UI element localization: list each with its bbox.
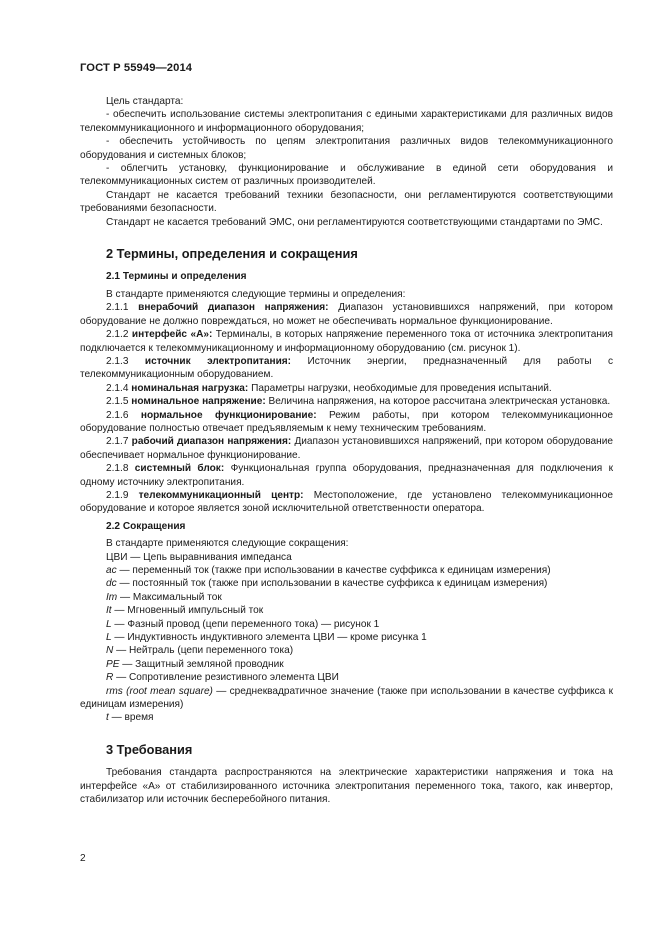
abbreviation-entry bbox=[80, 618, 613, 631]
abbreviation-entry bbox=[80, 631, 613, 644]
abbreviation-entry bbox=[80, 604, 613, 617]
document-header-code: ГОСТ Р 55949—2014 bbox=[80, 62, 193, 74]
term-name: источник электропитания: bbox=[144, 355, 292, 367]
term-definition: Режим работы, при котором телекоммуникационное оборудование полностью отвечает предъявляемым к нему техническим требованиям. bbox=[80, 409, 613, 434]
abbreviation-term: It bbox=[106, 605, 112, 617]
abbreviation-definition: — Индуктивность индуктивного элемента ЦВИ — кроме рисунка 1 bbox=[111, 632, 427, 644]
abbreviation-entry bbox=[80, 591, 613, 604]
term-name: внерабочий диапазон напряжения: bbox=[138, 302, 329, 314]
term-number: 2.1.1 bbox=[106, 302, 129, 314]
term-definition: Терминалы, в которых напряжение переменного тока от источника электропитания подключается к телекоммуникационному и информационному оборудованию (см. рисунок 1). bbox=[80, 329, 613, 354]
term-number: 2.1.2 bbox=[106, 329, 129, 341]
intro-lead: Цель стандарта: bbox=[106, 96, 184, 107]
abbreviation-entry bbox=[80, 658, 613, 671]
term-number: 2.1.6 bbox=[106, 409, 129, 421]
abbreviation-entry bbox=[80, 644, 613, 657]
abbreviation-definition: — Цепь выравнивания импеданса bbox=[127, 551, 292, 563]
term-name: номинальная нагрузка: bbox=[131, 382, 249, 394]
term-name: нормальное функционирование: bbox=[140, 409, 317, 421]
abbreviation-term: dc bbox=[106, 578, 117, 590]
abbreviation-term: ЦВИ bbox=[106, 551, 128, 563]
abbreviation-definition: — время bbox=[108, 712, 154, 724]
term-number: 2.1.8 bbox=[106, 463, 129, 475]
abbreviation-term: Im bbox=[106, 591, 118, 603]
term-name: телекоммуникационный центр: bbox=[138, 489, 304, 501]
abbreviation-definition: — Сопротивление резистивного элемента ЦВИ bbox=[113, 672, 339, 684]
term-number: 2.1.9 bbox=[106, 489, 129, 501]
term-number: 2.1.4 bbox=[106, 382, 129, 394]
intro-item: - обеспечить использование системы электропитания с едиными характеристиками для различных видов телекоммуникационного и информационного оборудования; bbox=[80, 109, 613, 134]
subsection-2-2-heading: 2.2 Сокращения bbox=[106, 520, 186, 532]
subsection-2-1-heading: 2.1 Термины и определения bbox=[106, 271, 247, 283]
abbreviation-term: R bbox=[106, 672, 114, 684]
abbreviation-definition: — постоянный ток (также при использовании в качестве суффикса к единицам измерения) bbox=[116, 578, 548, 590]
term-entry bbox=[80, 409, 613, 436]
terms-lead: В стандарте применяются следующие термины и определения: bbox=[106, 288, 406, 300]
term-entry bbox=[80, 328, 613, 355]
term-name: системный блок: bbox=[134, 463, 225, 475]
term-entry bbox=[80, 435, 613, 462]
abbreviation-entry bbox=[80, 685, 613, 712]
section-2-heading: 2 Термины, определения и сокращения bbox=[106, 246, 358, 262]
abbreviation-definition: — Защитный земляной проводник bbox=[119, 658, 284, 670]
requirements-text: Требования стандарта распространяются на электрические характеристики напряжения и тока на интерфейсе «А» от стабилизированного источника электропитания переменного тока, такого, как инвертор, стабилизатор или источник бесперебойного питания. bbox=[80, 767, 613, 806]
abbreviation-term: ac bbox=[106, 565, 117, 576]
term-definition: Параметры нагрузки, необходимые для проведения испытаний. bbox=[251, 382, 552, 394]
term-entry bbox=[80, 395, 613, 408]
abbreviation-term: PE bbox=[106, 658, 120, 670]
abbreviation-entry bbox=[80, 577, 613, 590]
abbreviation-list bbox=[80, 537, 613, 725]
intro-safety: Стандарт не касается требований техники безопасности, они регламентируются соответствующими требованиями безопасности. bbox=[80, 189, 613, 215]
intro-emc: Стандарт не касается требований ЭМС, они регламентируются соответствующими стандартами по ЭМС. bbox=[106, 216, 603, 228]
abbreviation-definition: — Фазный провод (цепи переменного тока) — рисунок 1 bbox=[111, 618, 380, 630]
intro-item: - облегчить установку, функционирование и обслуживание в единой сети оборудования и телекоммуникационных систем от различных производителей. bbox=[80, 163, 613, 188]
document-body bbox=[80, 95, 613, 807]
term-definition: Диапазон установившихся напряжений, при котором оборудование не должно повреждаться, но может не обеспечивать нормальное функционирование. bbox=[80, 302, 613, 327]
abbreviations-lead: В стандарте применяются следующие сокращения: bbox=[106, 538, 349, 550]
abbreviation-definition: — переменный ток (также при использовании в качестве суффикса к единицам измерения) bbox=[116, 565, 551, 576]
term-entry bbox=[80, 355, 613, 382]
abbreviation-term: L bbox=[106, 618, 112, 630]
term-name: интерфейс «А»: bbox=[131, 329, 213, 341]
term-definition: Функциональная группа оборудования, предназначенная для подключения к одному источнику электропитания. bbox=[80, 463, 613, 488]
term-name: номинальное напряжение: bbox=[131, 396, 266, 408]
abbreviation-definition: — Мгновенный импульсный ток bbox=[111, 605, 264, 617]
term-number: 2.1.3 bbox=[106, 355, 129, 367]
abbreviation-term: rms (root mean square) bbox=[106, 685, 213, 697]
term-definition: Величина напряжения, на которое рассчитана электрическая установка. bbox=[268, 396, 611, 408]
abbreviation-entry bbox=[80, 711, 613, 724]
abbreviation-entry bbox=[80, 671, 613, 684]
term-entry bbox=[80, 382, 613, 395]
abbreviation-term: L bbox=[106, 632, 112, 644]
abbreviation-entry bbox=[80, 564, 613, 577]
term-entry bbox=[80, 301, 613, 328]
section-3-heading: 3 Требования bbox=[106, 741, 193, 757]
term-number: 2.1.7 bbox=[106, 436, 129, 448]
abbreviation-entry bbox=[80, 551, 613, 564]
term-name: рабочий диапазон напряжения: bbox=[131, 436, 292, 448]
term-number: 2.1.5 bbox=[106, 396, 129, 408]
term-entry bbox=[80, 489, 613, 516]
intro-item: - обеспечить устойчивость по цепям электропитания различных видов телекоммуникационного оборудования и системных блоков; bbox=[80, 136, 613, 161]
abbreviation-term: N bbox=[106, 645, 114, 657]
term-definition: Диапазон установившихся напряжений, при котором оборудование обеспечивает нормальное функционирование. bbox=[80, 436, 613, 461]
term-definition: Источник энергии, предназначенный для работы с телекоммуникационным оборудованием. bbox=[80, 355, 613, 381]
page-number: 2 bbox=[80, 853, 86, 864]
abbreviation-definition: — среднеквадратичное значение (также при использовании в качестве суффикса к единицам измерения) bbox=[80, 685, 613, 711]
term-entry bbox=[80, 462, 613, 489]
term-definition: Местоположение, где установлено телекоммуникационное оборудование и которое является зоной исключительной ответственности оператора. bbox=[80, 489, 613, 515]
abbreviation-term: t bbox=[106, 712, 109, 724]
abbreviation-definition: — Нейтраль (цепи переменного тока) bbox=[113, 645, 294, 657]
abbreviation-definition: — Максимальный ток bbox=[117, 591, 222, 603]
